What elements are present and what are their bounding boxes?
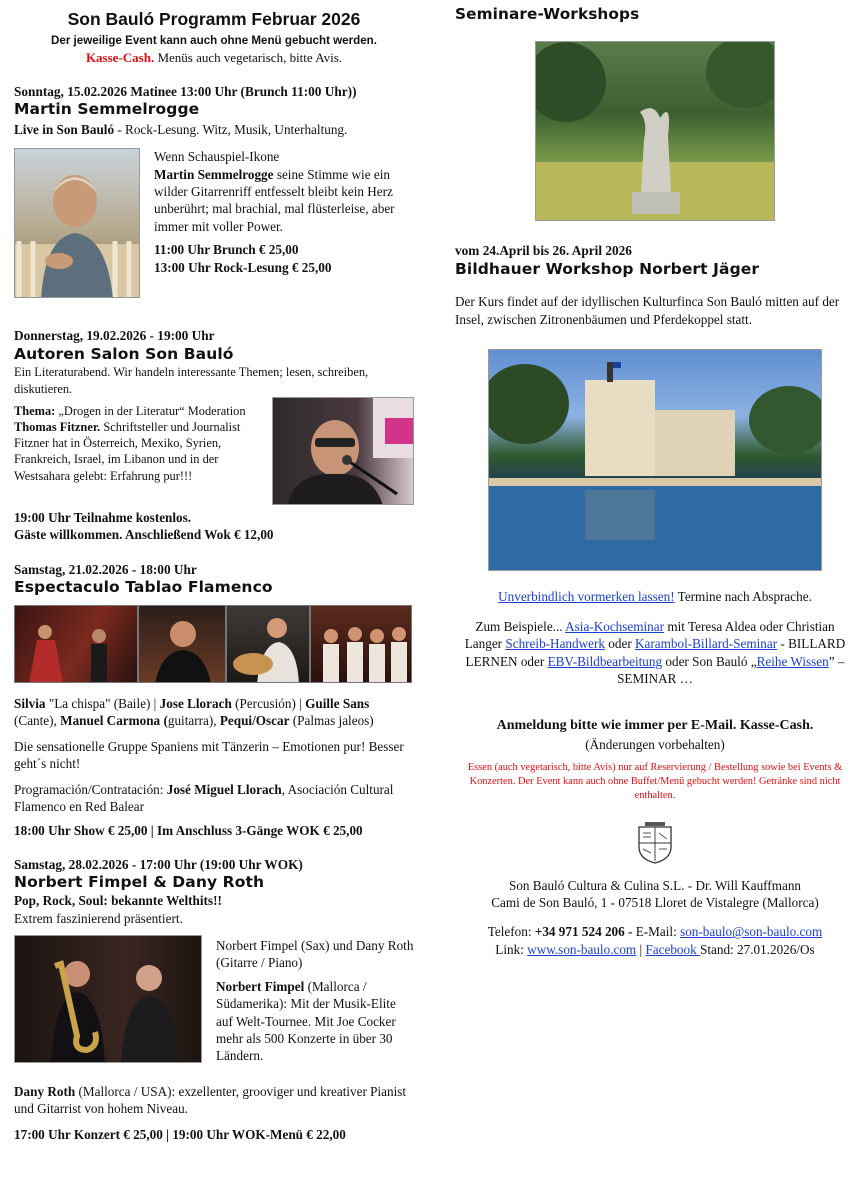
event-intro: Ein Literaturabend. Wir handeln interessante Themen; lesen, schreiben, diskutieren. [14, 365, 369, 396]
event-description: Thema: „Drogen in der Literatur“ Moderation Thomas Fitzner. Schriftsteller und Journalist Fitzner hat in Österreich, Mexiko, Syrien, Frankreich, Israel, im Libanon und in der Westsahara gelebt: Erfahrung pur!!! [14, 404, 246, 483]
flamenco-photo-strip [14, 605, 414, 683]
sculpture-garden-photo [535, 41, 775, 221]
ebv-bildbearbeitung-link[interactable]: EBV-Bildbearbeitung [547, 653, 663, 669]
program-column [14, 0, 414, 1143]
roth-bio: Dany Roth (Mallorca / USA): exzellenter, grooviger und kreativer Pianist und Gitarrist von hohem Niveau. [14, 1083, 407, 1117]
event-date: Donnerstag, 19.02.2026 - 19:00 Uhr [14, 328, 215, 344]
header-note: Kasse-Cash. Menüs auch vegetarisch, bitte Avis. [85, 50, 343, 66]
links-line: Link: www.son-baulo.com | Facebook Stand: 27.01.2026/Os [495, 941, 815, 957]
company-name: Son Bauló Cultura & Culina S.L. - Dr. Will Kauffmann [508, 877, 802, 893]
karambol-billard-link[interactable]: Karambol-Billard-Seminar [635, 636, 778, 652]
flamenco-photo-group [310, 605, 412, 683]
event-price: 17:00 Uhr Konzert € 25,00 | 19:00 Uhr WOK-Menü € 22,00 [14, 1126, 346, 1142]
event-semmelrogge [14, 83, 414, 299]
workshop-date: vom 24.April bis 26. April 2026 [455, 243, 632, 259]
kasse-cash-label: Kasse-Cash. [85, 50, 155, 66]
price-brunch: 11:00 Uhr Brunch € 25,00 [154, 242, 299, 258]
facebook-link[interactable]: Facebook [645, 941, 701, 957]
aenderungen-note: (Änderungen vorbehalten) [585, 736, 725, 752]
event-fimpel-roth [14, 856, 414, 1143]
event-price: 19:00 Uhr Teilnahme kostenlos. [14, 510, 192, 525]
website-link[interactable]: www.son-baulo.com [527, 941, 637, 957]
event-tagline: Live in Son Bauló - Rock-Lesung. Witz, Musik, Unterhaltung. [14, 121, 348, 137]
flamenco-photo-singer [226, 605, 310, 683]
event-price: 18:00 Uhr Show € 25,00 | Im Anschluss 3-Gänge WOK € 25,00 [14, 822, 363, 838]
finca-pool-photo [488, 349, 822, 571]
event-tagline: Pop, Rock, Soul: bekannte Welthits!! [14, 893, 222, 909]
reihe-wissen-link[interactable]: Reihe Wissen [756, 653, 829, 669]
asia-kochseminar-link[interactable]: Asia-Kochseminar [565, 618, 665, 634]
seminar-examples: Zum Beispiele... Asia-Kochseminar mit Teresa Aldea oder Christian Langer Schreib-Handwerk oder Karambol-Billard-Seminar - BILLARD LERNEN oder EBV-Bildbearbeitung oder Son Bauló „Reihe Wissen” – SEMINAR … [464, 618, 846, 687]
reserve-link[interactable]: Unverbindlich vormerken lassen! [498, 589, 675, 605]
fimpel-roth-photo [14, 935, 202, 1063]
price-lesung: 13:00 Uhr Rock-Lesung € 25,00 [154, 259, 332, 275]
event-tagline-2: Extrem faszinierend präsentiert. [14, 910, 183, 926]
email-link[interactable]: son-baulo@son-baulo.com [680, 924, 823, 940]
event-date: Samstag, 21.02.2026 - 18:00 Uhr [14, 561, 197, 577]
stand-date: Stand: 27.01.2026/Os [700, 941, 815, 957]
contact-line: Telefon: +34 971 524 206 - E-Mail: son-baulo@son-baulo.com [487, 924, 823, 940]
flamenco-photo-guitarist [138, 605, 226, 683]
event-description: Die sensationelle Gruppe Spaniens mit Tänzerin – Emotionen pur! Besser geht´s nicht! [14, 738, 404, 772]
reserve-line: Unverbindlich vormerken lassen! Termine nach Absprache. [498, 589, 812, 605]
flamenco-cast: Silvia "La chispa" (Baile) | Jose Llorach (Percusión) | Guille Sans (Cante), Manuel Carmona (guitarra), Pequi/Oscar (Palmas jaleos) [14, 695, 374, 729]
workshop-title: Bildhauer Workshop Norbert Jäger [455, 259, 760, 278]
company-address: Cami de Son Bauló, 1 - 07518 Lloret de Vistalegre (Mallorca) [491, 894, 819, 910]
semmelrogge-photo [14, 148, 140, 298]
event-title: Martin Semmelrogge [14, 100, 200, 119]
event-title: Autoren Salon Son Bauló [14, 344, 234, 363]
page-subtitle: Der jeweilige Event kann auch ohne Menü gebucht werden. [51, 34, 377, 48]
crest-logo [635, 821, 675, 865]
fimpel-bio: Norbert Fimpel (Mallorca / Südamerika): Mit der Musik-Elite auf Welt-Tournee. Mit Joe Cocker mehr als 500 Konzerte in über 30 Ländern. [216, 978, 396, 1064]
phone-number: +34 971 524 206 - [534, 924, 633, 940]
event-lineup: Norbert Fimpel (Sax) und Dany Roth (Gitarre / Piano) [216, 937, 414, 971]
workshop-description: Der Kurs findet auf der idyllischen Kulturfinca Son Bauló mitten auf der Insel, zwischen Zitronenbäumen und Pferdekoppel statt. [455, 294, 840, 327]
event-title: Espectaculo Tablao Flamenco [14, 578, 273, 597]
event-autoren-salon [14, 327, 414, 544]
schreib-handwerk-link[interactable]: Schreib-Handwerk [505, 636, 605, 652]
page-title: Son Bauló Programm Februar 2026 [67, 9, 361, 29]
seminar-column [455, 0, 855, 958]
event-description: Wenn Schauspiel-Ikone Martin Semmelrogge seine Stimme wie ein wilder Gitarrenriff entfesselt bleibt kein Herz unberührt; mal brachial, mal flüsterleise, aber immer mit voller Power. [154, 149, 395, 234]
event-date: Sonntag, 15.02.2026 Matinee 13:00 Uhr (Brunch 11:00 Uhr)) [14, 83, 357, 99]
event-flamenco [14, 561, 414, 839]
fitzner-photo [272, 397, 414, 505]
anmeldung-heading: Anmeldung bitte wie immer per E-Mail. Kasse-Cash. [496, 718, 814, 734]
flamenco-programacion: Programación/Contratación: José Miguel Llorach, Asociación Cultural Flamenco en Red Balear [14, 781, 394, 815]
event-title: Norbert Fimpel & Dany Roth [14, 873, 265, 892]
food-note: Essen (auch vegetarisch, bitte Avis) nur auf Reservierung / Bestellung sowie bei Events & Konzerten. Der Event kann auch ohne Buffet/Menü gebucht werden! Getränke sind nicht enthalten. [467, 762, 843, 801]
event-date: Samstag, 28.02.2026 - 17:00 Uhr (19:00 Uhr WOK) [14, 856, 303, 872]
event-price: Gäste willkommen. Anschließend Wok € 12,00 [14, 527, 274, 543]
flamenco-photo-dancers [14, 605, 138, 683]
seminars-heading: Seminare-Workshops [455, 5, 640, 23]
